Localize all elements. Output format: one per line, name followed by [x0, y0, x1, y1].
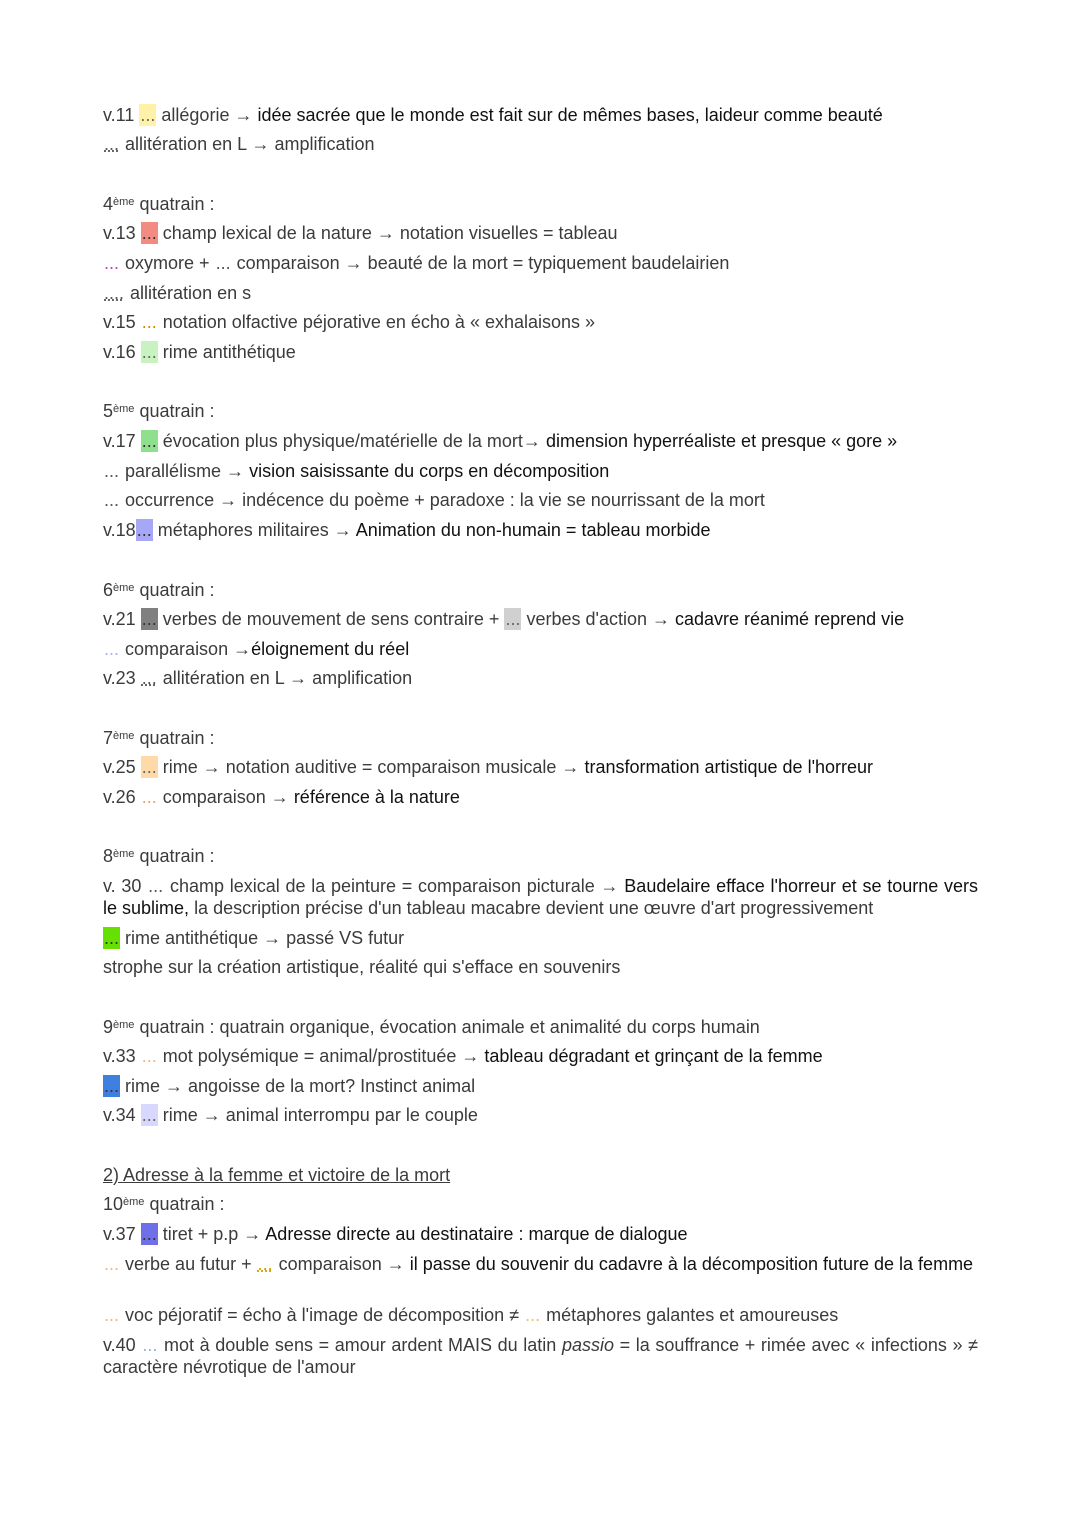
marker-dots: ... — [104, 490, 120, 510]
line-v21: v.21 ... verbes de mouvement de sens contraire + ... verbes d'action → cadavre réanimé reprend vie — [103, 609, 905, 629]
heading-quatrain-5: 5ème quatrain : — [103, 401, 215, 421]
highlight-blue: ... — [104, 1076, 120, 1096]
heading-quatrain-8: 8ème quatrain : — [103, 846, 215, 866]
line-comparaison-reel: ... comparaison →éloignement du réel — [104, 639, 410, 659]
line-v16: v.16 ... rime antithétique — [103, 342, 296, 362]
line-v23: v.23 ... allitération en L → amplification — [103, 668, 413, 688]
marker-dots: ... — [141, 312, 157, 332]
highlight-red: ... — [141, 223, 157, 243]
line-voc-pejoratif: ... voc péjoratif = écho à l'image de décomposition ≠ ... métaphores galantes et amoureuses — [104, 1305, 839, 1325]
line-v17: v.17 ... évocation plus physique/matérielle de la mort→ dimension hyperréaliste et presque « gore » — [103, 431, 898, 451]
line-v25: v.25 ... rime → notation auditive = comparaison musicale → transformation artistique de l'horreur — [103, 757, 874, 777]
highlight-gray: ... — [141, 609, 157, 629]
line-v30: v. 30 ... champ lexical de la peinture = comparaison picturale → Baudelaire efface l'horreur et se tourne vers le sublime, la description précise d'un tableau macabre devient une œuvre d'art progressivement — [103, 876, 979, 918]
dotted-underline-marker: ... — [104, 134, 120, 154]
line-occurrence: ... occurrence → indécence du poème + paradoxe : la vie se nourrissant de la mort — [104, 490, 765, 510]
marker-dots: ... — [215, 253, 231, 273]
highlight-yellow: ... — [140, 105, 156, 125]
line-v26: v.26 ... comparaison → référence à la nature — [103, 787, 460, 807]
marker-dots: ... — [525, 1305, 541, 1325]
line-parallelisme: ... parallélisme → vision saisissante du corps en décomposition — [104, 461, 610, 481]
heading-quatrain-4: 4ème quatrain : — [103, 194, 215, 214]
highlight-violet: ... — [141, 1224, 157, 1244]
highlight-peach: ... — [141, 757, 157, 777]
marker-dots: ... — [104, 1305, 120, 1325]
line-oxymore: ... oxymore + ... comparaison → beauté de la mort = typiquement baudelairien — [104, 253, 730, 273]
line-alliteration-s: .... allitération en s — [104, 283, 252, 303]
line-rime-angoisse: ... rime → angoisse de la mort? Instinct animal — [104, 1076, 476, 1096]
section-title: 2) Adresse à la femme et victoire de la mort — [103, 1165, 451, 1185]
dotted-underline-marker: ... — [257, 1254, 273, 1274]
line-v15: v.15 ... notation olfactive péjorative en écho à « exhalaisons » — [103, 312, 596, 332]
line-v13: v.13 ... champ lexical de la nature → notation visuelles = tableau — [103, 223, 618, 243]
heading-quatrain-10: 10ème quatrain : — [103, 1194, 225, 1214]
line-v11: v.11 ... allégorie → idée sacrée que le monde est fait sur de mêmes bases, laideur comme beauté — [103, 105, 883, 125]
line-v37: v.37 ... tiret + p.p → Adresse directe au destinataire : marque de dialogue — [103, 1224, 688, 1244]
heading-quatrain-7: 7ème quatrain : — [103, 728, 215, 748]
heading-quatrain-9: 9ème quatrain : quatrain organique, évocation animale et animalité du corps humain — [103, 1017, 760, 1037]
highlight-lavender: ... — [136, 520, 152, 540]
line-v34: v.34 ... rime → animal interrompu par le couple — [103, 1105, 478, 1125]
marker-dots: ... — [141, 787, 157, 807]
marker-dots: ... — [104, 253, 120, 273]
highlight-lightgreen: ... — [141, 342, 157, 362]
line-verbe-futur: ... verbe au futur + ... comparaison → il passe du souvenir du cadavre à la décomposition future de la femme — [104, 1254, 974, 1274]
marker-dots: ... — [104, 639, 120, 659]
highlight-green: ... — [141, 431, 157, 451]
line-alliteration-l: ... allitération en L → amplification — [104, 134, 375, 154]
highlight-paleblue: ... — [141, 1105, 157, 1125]
marker-dots: ... — [104, 1254, 120, 1274]
line-rime-passe-futur: ... rime antithétique → passé VS futur — [104, 928, 405, 948]
line-v18: v.18... métaphores militaires → Animation du non-humain = tableau morbide — [103, 520, 711, 540]
line-v40: v.40 ... mot à double sens = amour ardent MAIS du latin passio = la souffrance + rimée avec « infections » ≠ caractère névrotique de l'amour — [103, 1335, 978, 1377]
marker-dots: ... — [104, 461, 120, 481]
marker-dots: ... — [148, 876, 164, 896]
line-v33: v.33 ... mot polysémique = animal/prostituée → tableau dégradant et grinçant de la femme — [103, 1046, 823, 1066]
dotted-underline-marker: ... — [141, 668, 157, 688]
dotted-underline-marker: .... — [104, 283, 125, 303]
marker-dots: ... — [141, 1046, 157, 1066]
highlight-brightgreen: ... — [104, 928, 120, 948]
highlight-lightgray: ... — [505, 609, 521, 629]
heading-quatrain-6: 6ème quatrain : — [103, 580, 215, 600]
marker-dots: ... — [142, 1335, 158, 1355]
line-strophe: strophe sur la création artistique, réalité qui s'efface en souvenirs — [103, 957, 621, 977]
